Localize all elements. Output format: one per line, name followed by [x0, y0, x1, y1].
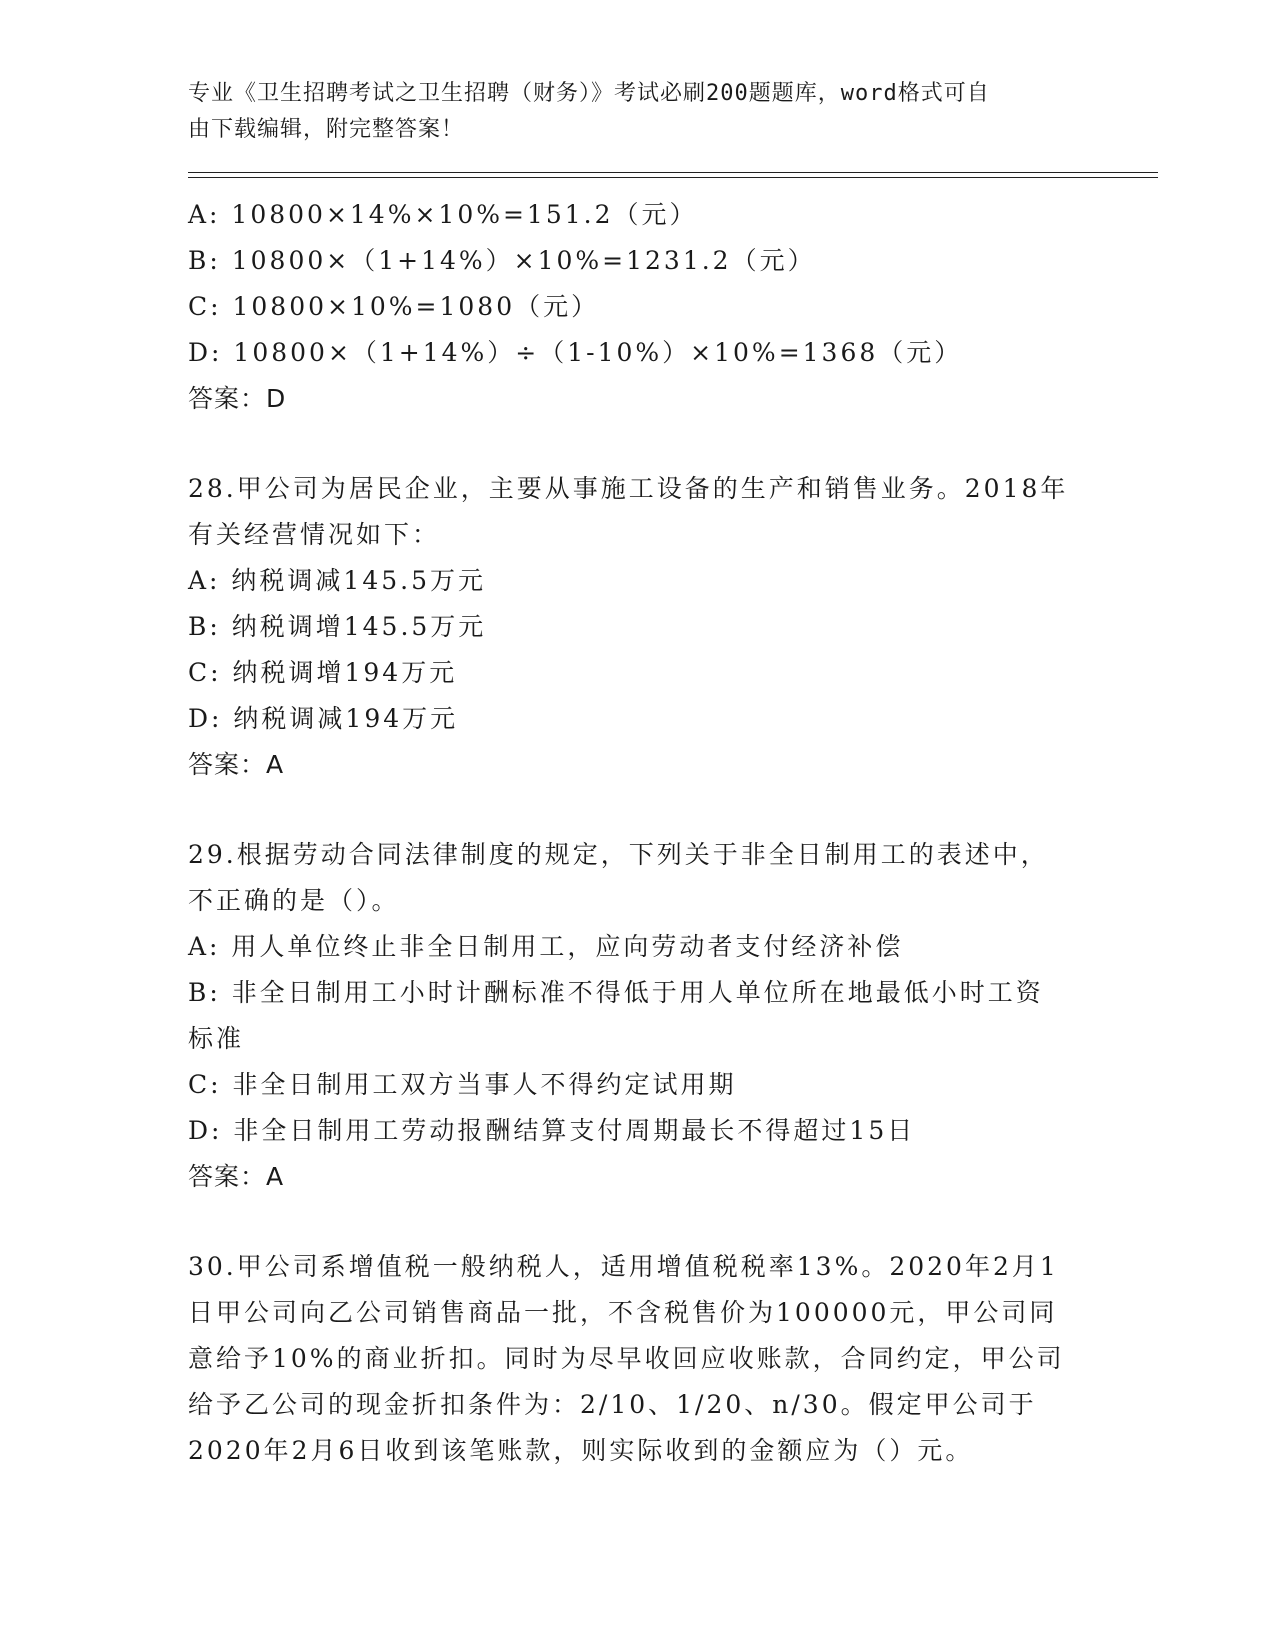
option-d: D: 10800×（1+14%）÷（1-10%）×10%=1368（元） [188, 338, 963, 367]
question-stem: 不正确的是（）。 [188, 886, 400, 915]
header-line-2: 由下载编辑，附完整答案！ [188, 117, 465, 142]
question-stem: 日甲公司向乙公司销售商品一批，不含税售价为100000元，甲公司同 [188, 1298, 1058, 1327]
option-c: C: 非全日制用工双方当事人不得约定试用期 [188, 1070, 737, 1099]
option-b: B: 非全日制用工小时计酬标准不得低于用人单位所在地最低小时工资 [188, 978, 1044, 1007]
document-body [188, 192, 1118, 1518]
continued-question [188, 192, 1118, 422]
question-stem: 有关经营情况如下： [188, 520, 441, 549]
question-stem: 2020年2月6日收到该笔账款，则实际收到的金额应为（）元。 [188, 1436, 974, 1465]
answer-line: 答案：A [188, 750, 285, 779]
header-rule-top [188, 172, 1158, 173]
option-c: C: 纳税调增194万元 [188, 658, 458, 687]
question-stem: 29.根据劳动合同法律制度的规定，下列关于非全日制用工的表述中， [188, 840, 1049, 869]
option-a: A: 10800×14%×10%=151.2（元） [188, 200, 698, 229]
option-d: D: 非全日制用工劳动报酬结算支付周期最长不得超过15日 [188, 1116, 916, 1145]
option-a: A: 纳税调减145.5万元 [188, 566, 486, 595]
option-a: A: 用人单位终止非全日制用工，应向劳动者支付经济补偿 [188, 932, 904, 961]
question-stem: 30.甲公司系增值税一般纳税人，适用增值税税率13%。2020年2月1 [188, 1252, 1059, 1281]
header-line-1: 专业《卫生招聘考试之卫生招聘（财务）》考试必刷200题题库，word格式可自 [188, 81, 990, 106]
option-b: B: 纳税调增145.5万元 [188, 612, 487, 641]
question-stem: 意给予10%的商业折扣。同时为尽早收回应收账款，合同约定，甲公司 [188, 1344, 1065, 1373]
document-header [188, 76, 1088, 148]
question-28 [188, 466, 1118, 788]
option-b-continued: 标准 [188, 1024, 245, 1053]
option-d: D: 纳税调减194万元 [188, 704, 459, 733]
answer-line: 答案：D [188, 384, 287, 413]
question-29 [188, 832, 1118, 1200]
answer-line: 答案：A [188, 1162, 285, 1191]
option-c: C: 10800×10%=1080（元） [188, 292, 600, 321]
question-30 [188, 1244, 1118, 1474]
question-stem: 28.甲公司为居民企业，主要从事施工设备的生产和销售业务。2018年 [188, 474, 1069, 503]
header-rule-bottom [188, 177, 1158, 178]
question-stem: 给予乙公司的现金折扣条件为：2/10、1/20、n/30。假定甲公司于 [188, 1390, 1037, 1419]
option-b: B: 10800×（1+14%）×10%=1231.2（元） [188, 246, 816, 275]
